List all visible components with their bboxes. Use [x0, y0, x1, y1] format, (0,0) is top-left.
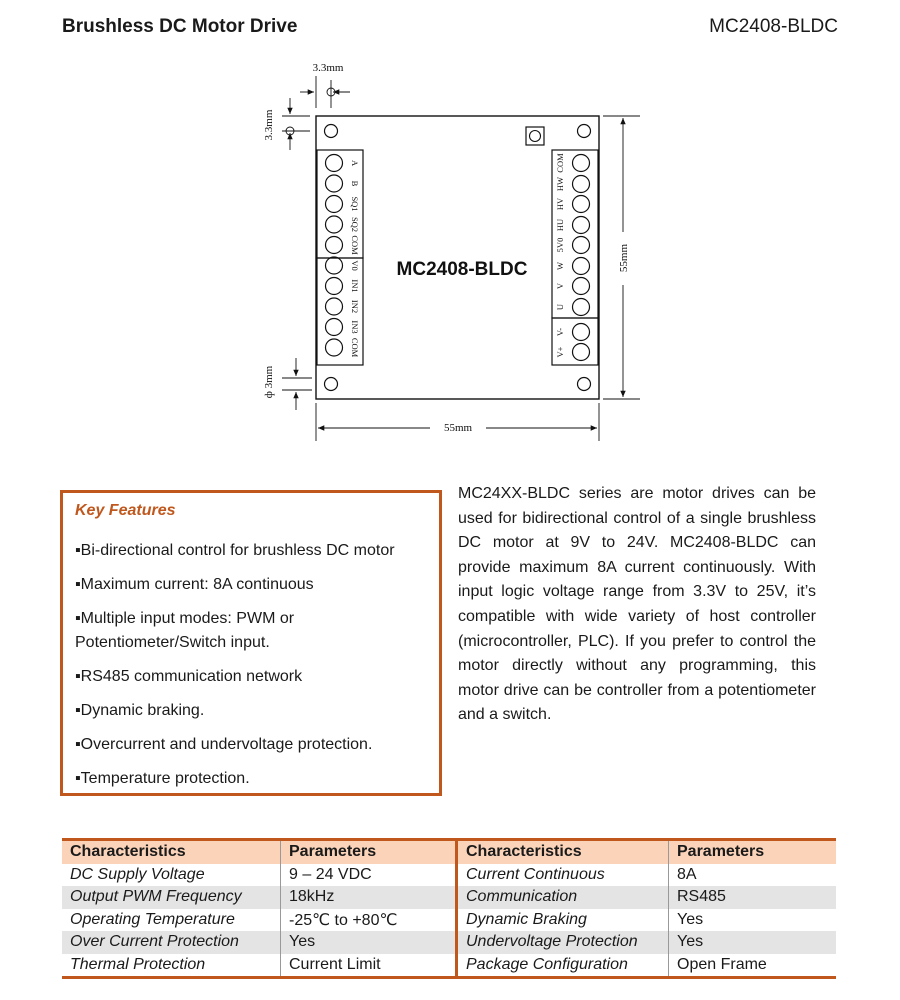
right-pin-label: W: [554, 261, 565, 271]
right-pin-label: V: [554, 282, 565, 290]
board-dimension-drawing: [0, 0, 900, 470]
left-pin-label: IN3: [350, 320, 361, 334]
col-header-characteristics: Characteristics: [62, 840, 281, 864]
right-pin-label: HV: [554, 197, 565, 211]
table-row: [62, 909, 836, 932]
feature-item: ▪ Bi-directional control for brushless DC motor: [75, 539, 435, 563]
table-cell: Current Limit: [281, 954, 457, 978]
table-cell: 9 – 24 VDC: [281, 864, 457, 887]
right-pin-label: HW: [554, 176, 565, 192]
table-cell: Communication: [457, 886, 669, 909]
key-features-list: [75, 539, 435, 801]
dim-hole-diameter: ф 3mm: [263, 365, 275, 399]
col-header-parameters: Parameters: [669, 840, 837, 864]
right-pin-label: 5V0: [554, 237, 565, 253]
table-cell: Output PWM Frequency: [62, 886, 281, 909]
feature-item: ▪ Temperature protection.: [75, 767, 435, 791]
table-row: [62, 954, 836, 978]
feature-item: ▪ RS485 communication network: [75, 665, 435, 689]
table-cell: Yes: [281, 931, 457, 954]
right-pin-label: V-: [554, 327, 565, 337]
dim-height: 55mm: [618, 243, 630, 273]
dim-width: 55mm: [443, 422, 473, 434]
feature-item: ▪ Overcurrent and undervoltage protection.: [75, 733, 435, 757]
left-pin-label: IN1: [350, 279, 361, 293]
left-pin-label: B: [350, 180, 361, 187]
right-pin-label: COM: [554, 153, 565, 173]
table-cell: Dynamic Braking: [457, 909, 669, 932]
feature-item: ▪ Dynamic braking.: [75, 699, 435, 723]
col-header-characteristics: Characteristics: [457, 840, 669, 864]
model-number: MC2408-BLDC: [709, 16, 838, 37]
table-cell: Yes: [669, 931, 837, 954]
specifications-table: [62, 838, 836, 979]
table-cell: DC Supply Voltage: [62, 864, 281, 887]
table-cell: -25℃ to +80℃: [281, 909, 457, 932]
table-cell: 8A: [677, 865, 697, 883]
left-pin-label: COM: [350, 337, 361, 358]
table-cell: Over Current Protection: [62, 931, 281, 954]
col-header-parameters: Parameters: [281, 840, 457, 864]
table-cell: 18kHz: [281, 886, 457, 909]
key-features-box: [60, 490, 442, 796]
table-cell: Thermal Protection: [62, 954, 281, 978]
page-title: Brushless DC Motor Drive: [62, 16, 298, 37]
table-cell: Undervoltage Protection: [457, 931, 669, 954]
right-pin-label: V+: [554, 346, 565, 358]
feature-item: ▪ Multiple input modes: PWM or Potentiometer/Switch input.: [75, 607, 435, 655]
right-pin-label: HU: [554, 218, 565, 232]
table-cell: Package Configuration: [457, 954, 669, 978]
right-pin-label: U: [554, 303, 565, 311]
left-pin-label: SQ2: [350, 216, 361, 233]
left-pin-label: SQ1: [350, 196, 361, 212]
table-row: [62, 931, 836, 954]
dim-hole-offset-y: 3.3mm: [263, 109, 275, 141]
key-features-title: Key Features: [75, 502, 176, 519]
feature-item: ▪ Maximum current: 8A continuous: [75, 573, 435, 597]
table-cell: Yes: [677, 910, 704, 928]
table-header-row: [62, 840, 836, 864]
table-row: [62, 864, 836, 887]
left-pin-label: A: [350, 159, 361, 167]
dim-hole-offset-x: 3.3mm: [312, 62, 344, 74]
table-row: [62, 886, 836, 909]
table-cell: Operating Temperature: [62, 909, 281, 932]
left-pin-label: V0: [350, 260, 361, 271]
table-cell: Open Frame: [677, 955, 767, 973]
product-description: MC24XX-BLDC series are motor drives can be used for bidirectional control of a single brushless DC motor at 9V to 24V. MC2408-BLDC can provide maximum 8A current continuously. With input logic voltage range from 3.3V to 25V, it’s compatible with wide variety of host controller (microcontroller, PLC). If you prefer to control the motor directly without any programming, this motor drive can be controller from a potentiometer and a switch.: [458, 485, 816, 724]
board-label: MC2408-BLDC: [396, 259, 528, 280]
table-cell: Current Continuous: [457, 864, 669, 887]
table-cell: RS485: [669, 886, 837, 909]
left-pin-label: COM: [350, 235, 361, 255]
left-pin-label: IN2: [350, 299, 361, 314]
